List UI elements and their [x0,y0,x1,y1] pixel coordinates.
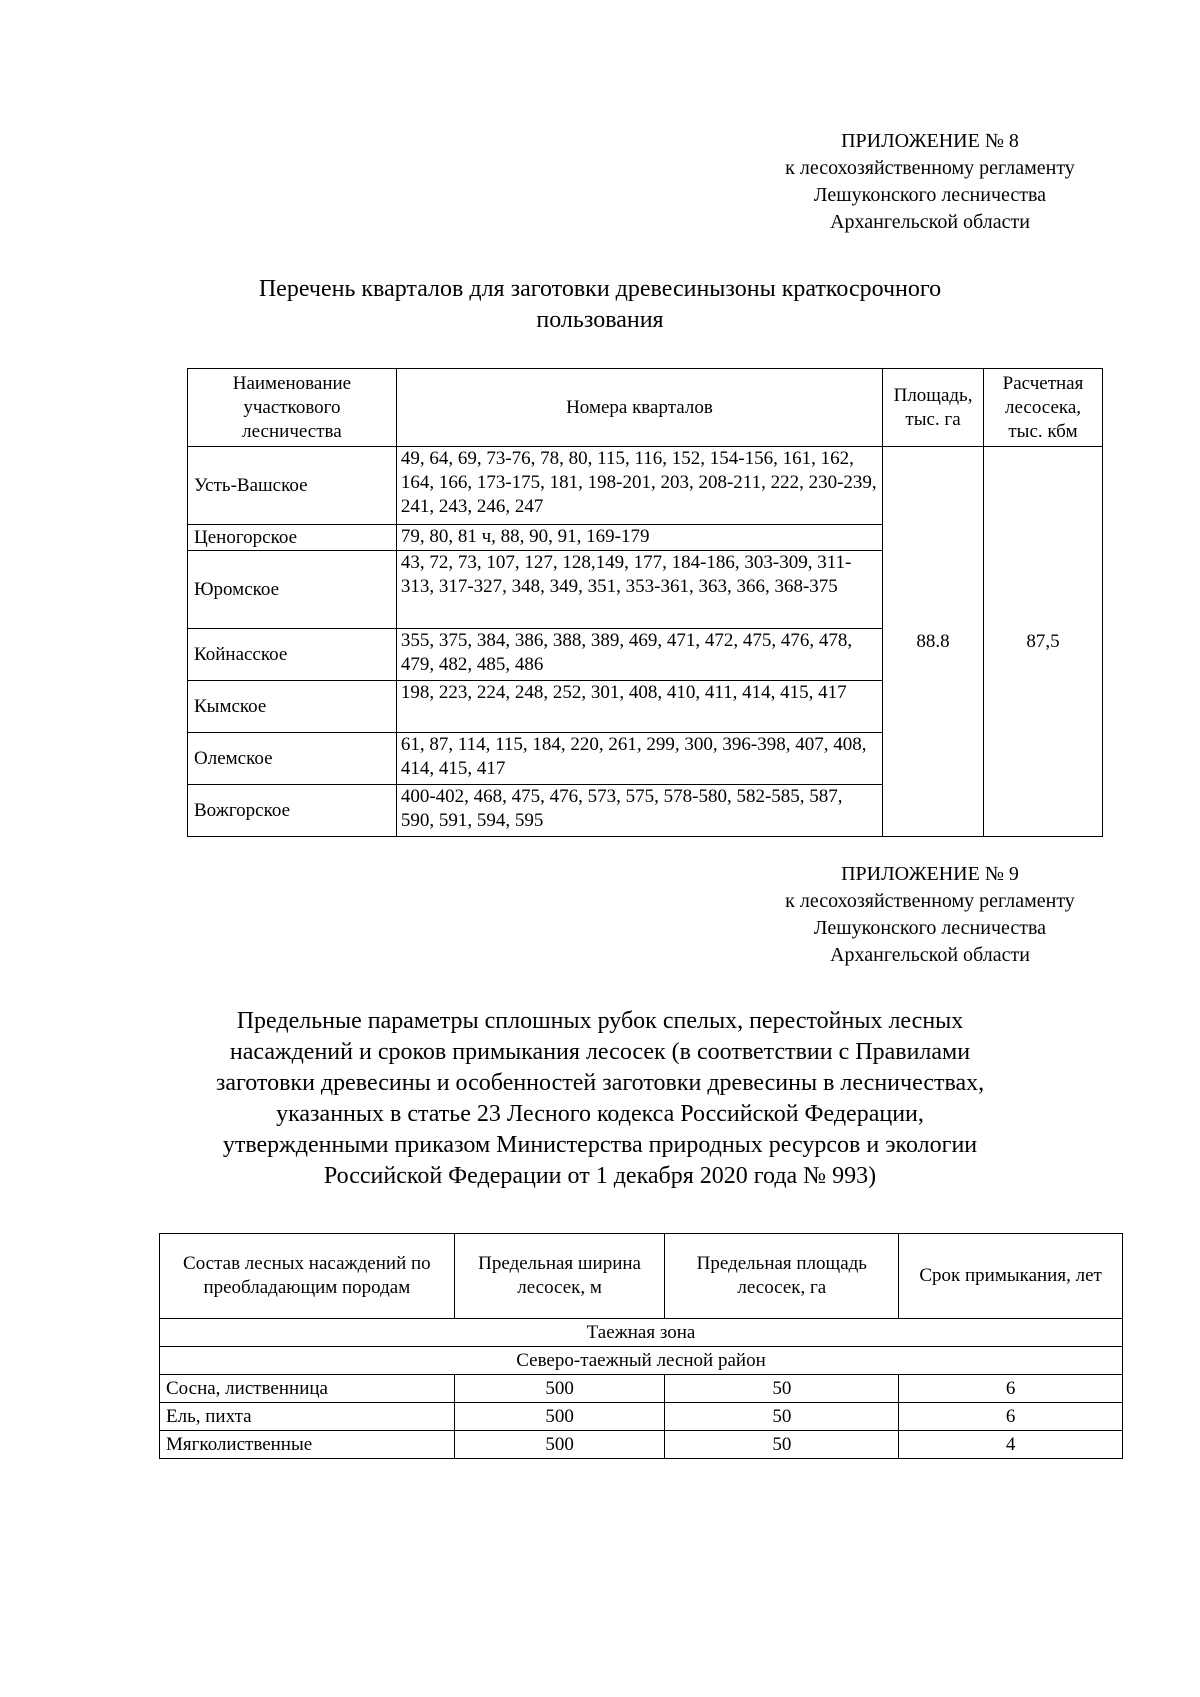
appendix-8-header [740,128,1120,236]
header-cutting-volume: Расчетная лесосека, тыс. кбм [984,369,1103,447]
cutting-parameters-table [159,1233,1123,1459]
cutting-total: 87,5 [984,447,1103,837]
appendix-9-region: Архангельской области [830,944,1030,966]
quarter-numbers: 355, 375, 384, 386, 388, 389, 469, 471, 472, 475, 476, 478, 479, 482, 485, 486 [396,629,882,681]
term-cell: 4 [899,1431,1123,1459]
forestry-name: Ценогорское [188,525,397,551]
quarter-numbers: 61, 87, 114, 115, 184, 220, 261, 299, 300, 396-398, 407, 408, 414, 415, 417 [396,733,882,785]
header-forestry-name: Наименование участкового лесничества [188,369,397,447]
header-max-width: Предельная ширина лесосек, м [454,1234,665,1319]
forestry-name: Вожгорское [188,785,397,837]
width-cell: 500 [454,1375,665,1403]
header-max-area: Предельная площадь лесосек, га [665,1234,899,1319]
header-adjacency-term: Срок примыкания, лет [899,1234,1123,1319]
header-quarter-numbers: Номера кварталов [396,369,882,447]
area-cell: 50 [665,1431,899,1459]
width-cell: 500 [454,1431,665,1459]
appendix-9-forestry: Лешуконского лесничества [813,917,1047,939]
quarter-numbers: 49, 64, 69, 73-76, 78, 80, 115, 116, 152, 154-156, 161, 162, 164, 166, 173-175, 181, 198-201, 203, 208-211, 222, 230-239, 241, 243, 246, 247 [396,447,882,525]
zone-row [160,1319,1123,1347]
forestry-name: Койнасское [188,629,397,681]
forestry-name: Юромское [188,551,397,629]
quarter-numbers: 79, 80, 81 ч, 88, 90, 91, 169-179 [396,525,882,551]
cutting-parameters-title-line3: заготовки древесины и особенностей заготовки древесины в лесничествах, [215,1070,985,1096]
quarter-numbers: 400-402, 468, 475, 476, 573, 575, 578-580, 582-585, 587, 590, 591, 594, 595 [396,785,882,837]
appendix-9-regulation: к лесохозяйственному регламенту [785,890,1075,912]
area-cell: 50 [665,1403,899,1431]
header-area: Площадь, тыс. га [883,369,984,447]
quarters-list-title-line2: пользования [536,307,664,333]
forestry-name: Усть-Вашское [188,447,397,525]
species-cell: Сосна, лиственница [160,1375,455,1403]
forestry-name: Олемское [188,733,397,785]
forestry-name: Кымское [188,681,397,733]
cutting-parameters-title-line1: Предельные параметры сплошных рубок спелых, перестойных лесных [236,1008,964,1034]
appendix-8-regulation: к лесохозяйственному регламенту [785,157,1075,179]
quarters-table-header-row [188,369,1103,447]
quarters-list-title [160,274,1040,336]
header-composition: Состав лесных насаждений по преобладающим породам [160,1234,455,1319]
appendix-9-number: ПРИЛОЖЕНИЕ № 9 [841,863,1019,885]
appendix-8-region: Архангельской области [830,211,1030,233]
appendix-8-number: ПРИЛОЖЕНИЕ № 8 [841,130,1019,152]
width-cell: 500 [454,1403,665,1431]
cutting-table-header-row [160,1234,1123,1319]
area-cell: 50 [665,1375,899,1403]
region-label: Северо-таежный лесной район [160,1347,1123,1375]
quarters-list-title-line1: Перечень кварталов для заготовки древесинызоны краткосрочного [258,276,942,302]
zone-label: Таежная зона [160,1319,1123,1347]
quarters-table [187,368,1103,837]
table-row [160,1431,1123,1459]
cutting-parameters-title [150,1006,1050,1192]
table-row [160,1375,1123,1403]
quarter-numbers: 43, 72, 73, 107, 127, 128,149, 177, 184-186, 303-309, 311-313, 317-327, 348, 349, 351, 353-361, 363, 366, 368-375 [396,551,882,629]
cutting-parameters-title-line5: утвержденными приказом Министерства природных ресурсов и экологии [222,1132,978,1158]
table-row [188,447,1103,525]
cutting-parameters-title-line4: указанных в статье 23 Лесного кодекса Российской Федерации, [276,1101,924,1127]
species-cell: Ель, пихта [160,1403,455,1431]
quarter-numbers: 198, 223, 224, 248, 252, 301, 408, 410, 411, 414, 415, 417 [396,681,882,733]
species-cell: Мягколиственные [160,1431,455,1459]
appendix-9-header [740,861,1120,969]
term-cell: 6 [899,1375,1123,1403]
appendix-8-forestry: Лешуконского лесничества [813,184,1047,206]
cutting-parameters-title-line6: Российской Федерации от 1 декабря 2020 года № 993) [323,1163,877,1189]
region-row [160,1347,1123,1375]
table-row [160,1403,1123,1431]
cutting-parameters-title-line2: насаждений и сроков примыкания лесосек (в соответствии с Правилами [229,1039,971,1065]
area-total: 88.8 [883,447,984,837]
term-cell: 6 [899,1403,1123,1431]
